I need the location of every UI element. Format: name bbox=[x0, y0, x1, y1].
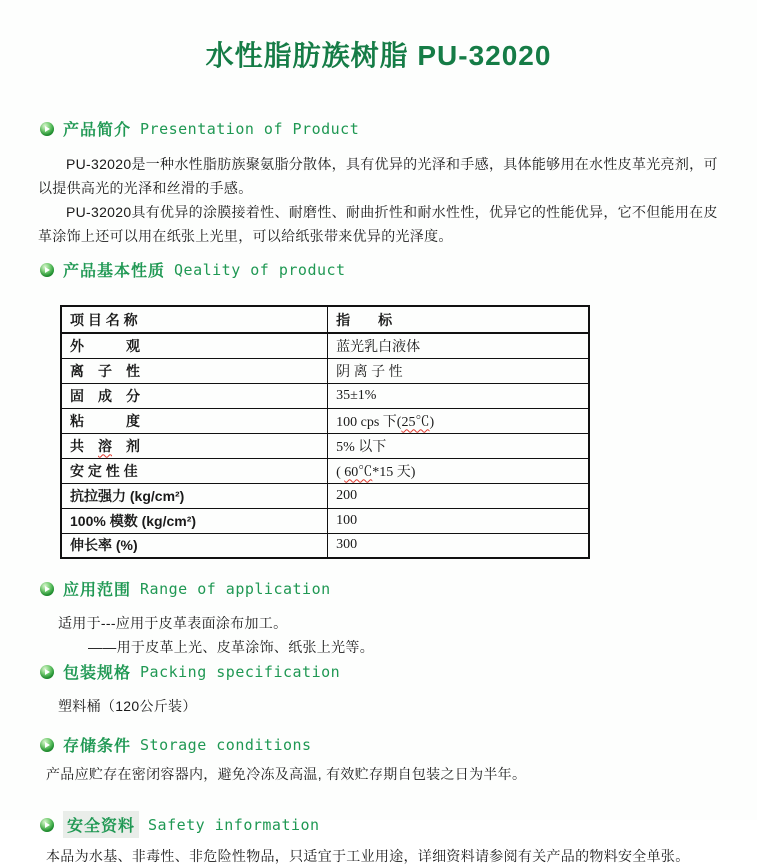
section-intro bbox=[0, 117, 757, 248]
intro-paragraph: PU-32020具有优异的涂膜接着性、耐磨性、耐曲折性和耐水性性，优异它的性能优异，它不但能用在皮革涂饰上还可以用在纸张上光里，可以给纸张带来优异的光泽度。 bbox=[38, 204, 718, 244]
green-ball-arrow-icon bbox=[40, 818, 54, 832]
section-title-en: Packing specification bbox=[140, 662, 341, 681]
table-row bbox=[61, 508, 589, 533]
page-title: 水性脂肪族树脂 PU-32020 bbox=[205, 40, 552, 71]
green-ball-arrow-icon bbox=[40, 665, 54, 679]
table-row bbox=[61, 333, 589, 358]
section-quality bbox=[0, 258, 757, 559]
table-cell-item-name: 外 观 bbox=[61, 333, 328, 358]
table-cell-spec-value: ( 60℃*15 天) bbox=[328, 458, 589, 483]
section-storage bbox=[0, 733, 757, 785]
section-title-zh: 产品基本性质 bbox=[63, 263, 166, 280]
table-cell-spec-value: 5% 以下 bbox=[328, 433, 589, 458]
section-packing bbox=[0, 660, 757, 717]
section-title-zh: 产品简介 bbox=[63, 122, 132, 139]
section-packing-heading bbox=[40, 660, 757, 683]
table-cell-spec-value: 200 bbox=[328, 483, 589, 508]
section-title-zh: 存储条件 bbox=[63, 738, 132, 755]
table-cell-item-name: 共 溶 剂 bbox=[61, 433, 328, 458]
packing-body: 塑料桶（120公斤装） bbox=[58, 698, 197, 714]
table-cell-spec-value: 300 bbox=[328, 533, 589, 558]
section-safety bbox=[0, 811, 757, 867]
table-row bbox=[61, 458, 589, 483]
application-line: 适用于---应用于皮革表面涂布加工。 bbox=[58, 615, 288, 631]
table-cell-item-name: 粘 度 bbox=[61, 408, 328, 433]
application-line: ——用于皮革上光、皮革涂饰、纸张上光等。 bbox=[88, 639, 374, 655]
green-ball-arrow-icon bbox=[40, 263, 54, 277]
green-ball-arrow-icon bbox=[40, 738, 54, 752]
table-cell-item-name: 伸长率 (%) bbox=[61, 533, 328, 558]
section-title-zh-highlighted: 安全资料 bbox=[63, 811, 139, 838]
section-intro-heading bbox=[40, 117, 757, 140]
table-cell-item-name: 离 子 性 bbox=[61, 358, 328, 383]
table-row bbox=[61, 483, 589, 508]
green-ball-arrow-icon bbox=[40, 122, 54, 136]
table-row bbox=[61, 383, 589, 408]
table-cell-item-name: 100% 模数 (kg/cm²) bbox=[61, 508, 328, 533]
section-title-en: Qeality of product bbox=[174, 260, 346, 279]
table-row bbox=[61, 358, 589, 383]
table-header-item-name: 项 目 名 称 bbox=[61, 306, 328, 333]
green-ball-arrow-icon bbox=[40, 582, 54, 596]
section-title-en: Safety information bbox=[148, 815, 320, 834]
table-header-spec: 指 标 bbox=[328, 306, 589, 333]
section-title-en: Presentation of Product bbox=[140, 119, 360, 138]
section-quality-heading bbox=[40, 258, 757, 281]
table-header-row bbox=[61, 306, 589, 333]
section-application-heading bbox=[40, 577, 757, 600]
storage-body: 产品应贮存在密闭容器内，避免冷冻及高温, 有效贮存期自包装之日为半年。 bbox=[46, 766, 527, 782]
section-safety-heading bbox=[40, 811, 757, 838]
table-cell-item-name: 固 成 分 bbox=[61, 383, 328, 408]
section-title-en: Storage conditions bbox=[140, 735, 312, 754]
table-row bbox=[61, 533, 589, 558]
table-cell-item-name: 抗拉强力 (kg/cm²) bbox=[61, 483, 328, 508]
table-cell-spec-value: 阴 离 子 性 bbox=[328, 358, 589, 383]
section-title-zh: 应用范围 bbox=[63, 582, 132, 599]
section-title-zh: 包装规格 bbox=[63, 665, 132, 682]
table-row bbox=[61, 408, 589, 433]
table-row bbox=[61, 433, 589, 458]
table-cell-spec-value: 蓝光乳白液体 bbox=[328, 333, 589, 358]
table-cell-spec-value: 100 bbox=[328, 508, 589, 533]
section-storage-heading bbox=[40, 733, 757, 756]
table-cell-item-name: 安 定 性 佳 bbox=[61, 458, 328, 483]
spec-table bbox=[60, 305, 590, 559]
section-application bbox=[0, 577, 757, 658]
spec-table-body bbox=[61, 333, 589, 558]
section-title-en: Range of application bbox=[140, 579, 331, 598]
table-cell-spec-value: 35±1% bbox=[328, 383, 589, 408]
safety-body: 本品为水基、非毒性、非危险性物品，只适宜于工业用途，详细资料请参阅有关产品的物料安全单张。 bbox=[46, 848, 690, 864]
intro-paragraph: PU-32020是一种水性脂肪族聚氨脂分散体，具有优异的光泽和手感，具体能够用在水性皮革光亮剂，可以提供高光的光泽和丝滑的手感。 bbox=[38, 156, 718, 196]
table-cell-spec-value: 100 cps 下(25℃) bbox=[328, 408, 589, 433]
